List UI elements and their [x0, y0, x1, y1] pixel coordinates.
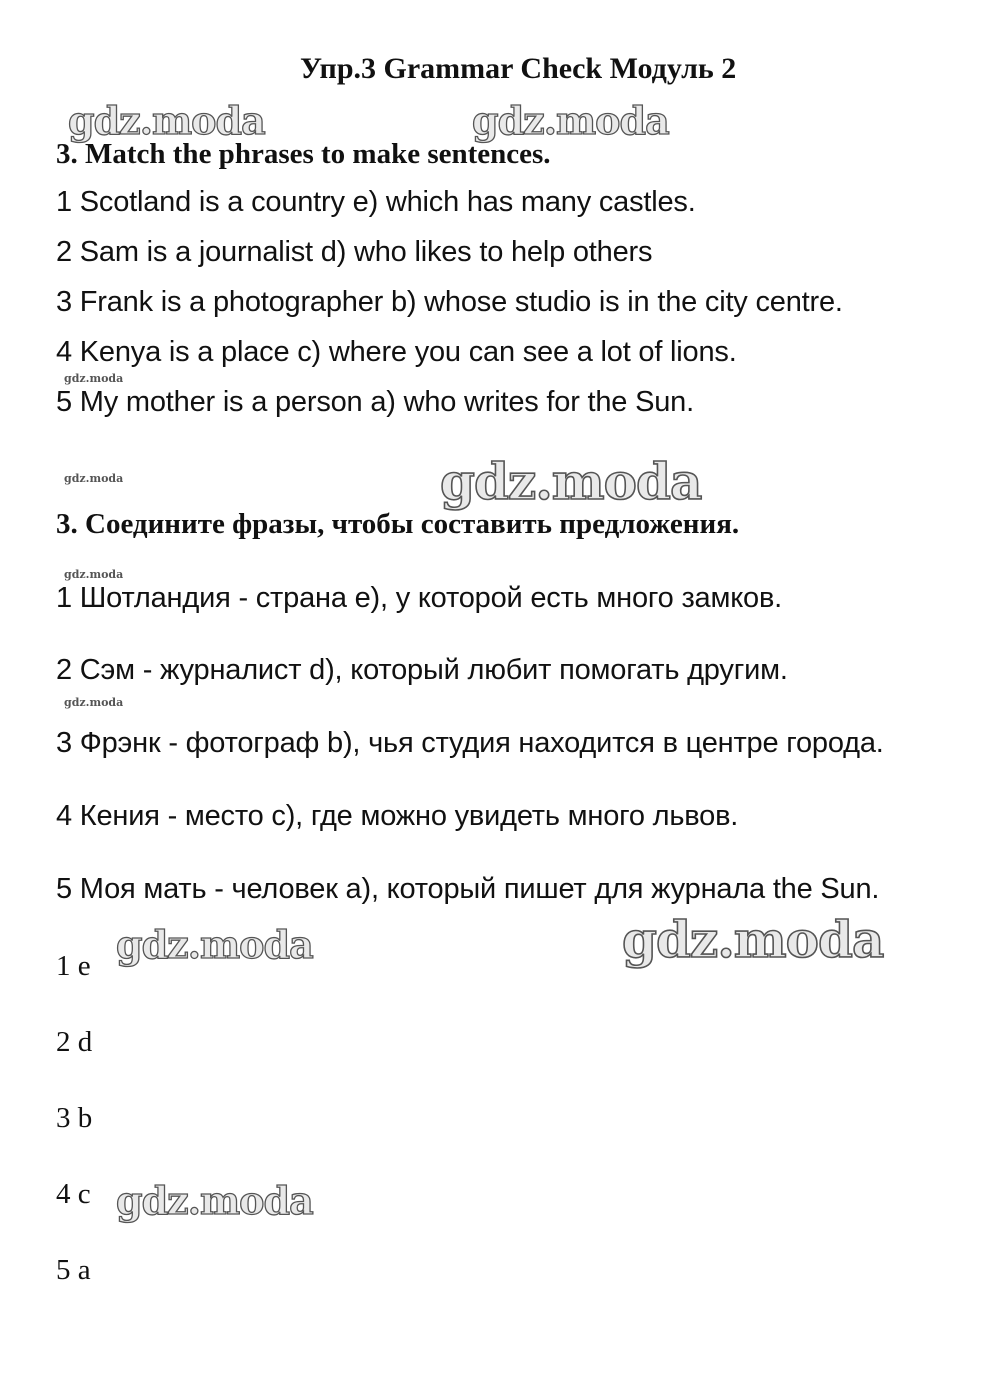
- answer-item: 2 d: [56, 1026, 93, 1058]
- page-title: Упр.3 Grammar Check Модуль 2: [300, 52, 737, 85]
- watermark: gdz.moda: [116, 922, 313, 967]
- watermark: gdz.moda: [64, 696, 124, 709]
- watermark: gdz.moda: [622, 910, 884, 969]
- task-heading-en: 3. Match the phrases to make sentences.: [56, 138, 551, 170]
- watermark: gdz.moda: [64, 568, 124, 581]
- sentence-line: 5 Моя мать - человек a), который пишет для журнала the Sun.: [56, 873, 880, 905]
- sentence-line: 3 Фрэнк - фотограф b), чья студия находится в центре города.: [56, 727, 884, 759]
- answer-item: 4 c: [56, 1178, 91, 1210]
- sentence-line: 4 Kenya is a place c) where you can see a lot of lions.: [56, 336, 737, 368]
- watermark: gdz.moda: [64, 472, 124, 485]
- watermark: gdz.moda: [68, 98, 265, 143]
- answer-item: 3 b: [56, 1102, 93, 1134]
- sentence-line: 5 My mother is a person a) who writes for the Sun.: [56, 386, 694, 418]
- sentence-line: 2 Sam is a journalist d) who likes to help others: [56, 236, 653, 268]
- sentence-line: 4 Кения - место c), где можно увидеть много львов.: [56, 800, 739, 832]
- watermark: gdz.moda: [64, 372, 124, 385]
- watermark: gdz.moda: [440, 452, 702, 511]
- watermark: gdz.moda: [116, 1178, 313, 1223]
- answer-item: 1 e: [56, 950, 91, 982]
- sentence-line: 2 Сэм - журналист d), который любит помогать другим.: [56, 654, 788, 686]
- watermark: gdz.moda: [472, 98, 669, 143]
- sentence-line: 3 Frank is a photographer b) whose studio is in the city centre.: [56, 286, 843, 318]
- task-heading-ru: 3. Соедините фразы, чтобы составить предложения.: [56, 508, 740, 540]
- sentence-line: 1 Scotland is a country e) which has many castles.: [56, 186, 696, 218]
- answer-item: 5 a: [56, 1254, 91, 1286]
- sentence-line: 1 Шотландия - страна e), у которой есть много замков.: [56, 582, 783, 614]
